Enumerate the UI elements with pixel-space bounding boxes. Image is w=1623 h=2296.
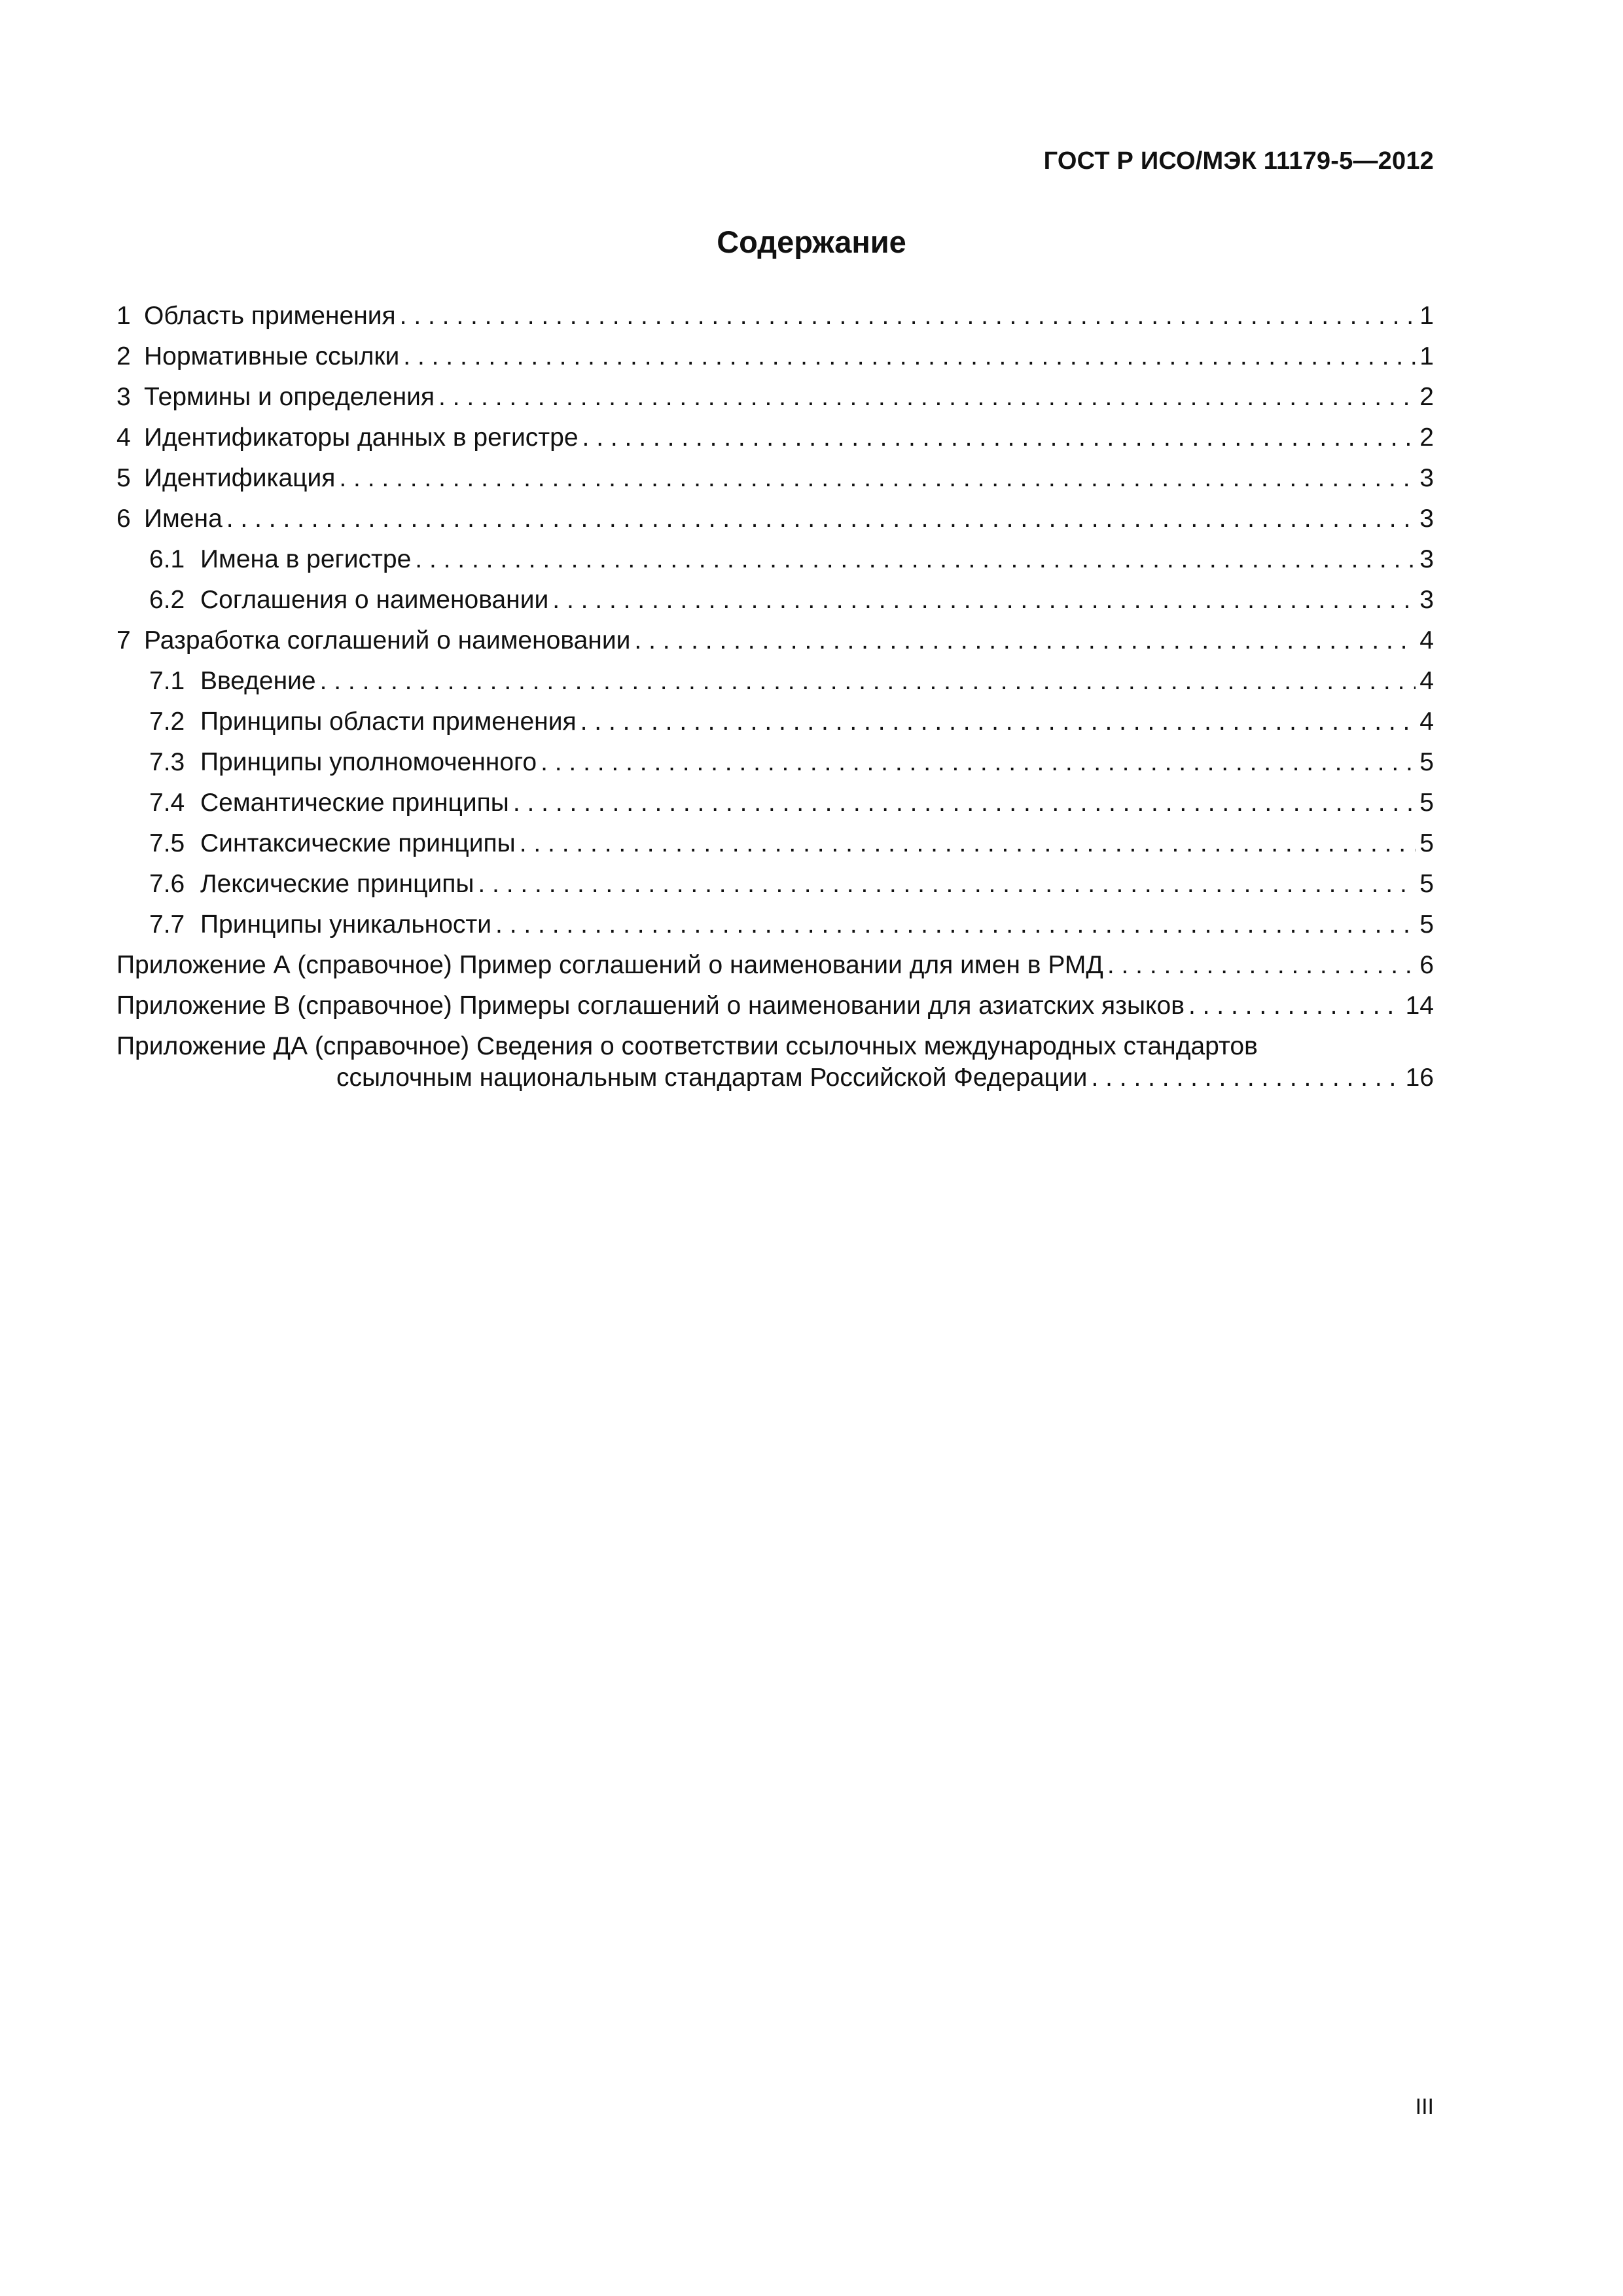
toc-entry-number: 7.5: [149, 829, 185, 857]
toc-entry[interactable]: [116, 905, 1434, 945]
toc-entry-page: 1: [1419, 342, 1434, 370]
toc-entry-number: 6.2: [149, 586, 185, 614]
toc-entry-label: Лексические принципы: [200, 870, 474, 898]
toc-entry-page: 5: [1419, 910, 1434, 939]
toc-entry-label: Идентификация: [144, 464, 336, 492]
toc-entry-page: 5: [1419, 829, 1434, 857]
dot-leader: [513, 783, 1416, 823]
toc-entry-label: Семантические принципы: [200, 789, 509, 817]
toc-entry[interactable]: [116, 986, 1434, 1026]
page-number: III: [1415, 2094, 1434, 2119]
toc-entry-page: 1: [1419, 302, 1434, 330]
dot-leader: [226, 499, 1416, 539]
toc-entry[interactable]: [116, 945, 1434, 986]
toc-entry-label: Идентификаторы данных в регистре: [144, 423, 579, 452]
toc-entry-page: 4: [1419, 708, 1434, 736]
toc-entry-number: 3: [116, 383, 131, 411]
dot-leader: [634, 620, 1416, 661]
toc-entry-page: 14: [1405, 992, 1434, 1020]
dot-leader: [520, 823, 1416, 864]
toc-entry-label-continued: ссылочным национальным стандартам Российской Федерации: [336, 1064, 1088, 1092]
toc-entry-number: 5: [116, 464, 131, 492]
toc-entry-page: 5: [1419, 789, 1434, 817]
toc-entry-label: Разработка соглашений о наименовании: [144, 626, 631, 655]
toc-entry[interactable]: [116, 418, 1434, 458]
toc-entry-label: Соглашения о наименовании: [200, 586, 549, 614]
dot-leader: [1188, 986, 1402, 1026]
toc-entry-label: Термины и определения: [144, 383, 435, 411]
dot-leader: [580, 702, 1416, 742]
dot-leader: [582, 418, 1416, 458]
toc-entry-label: Принципы области применения: [200, 708, 577, 736]
toc-entry-page: 4: [1419, 667, 1434, 695]
dot-leader: [478, 864, 1416, 905]
toc-entry-number: 7.6: [149, 870, 185, 898]
toc-entry[interactable]: [116, 783, 1434, 823]
table-of-contents: [116, 296, 1434, 1094]
toc-entry-page: 5: [1419, 870, 1434, 898]
toc-entry-number: 4: [116, 423, 131, 452]
toc-entry-label: Нормативные ссылки: [144, 342, 400, 370]
page-title: Содержание: [717, 224, 906, 259]
toc-entry-label: Принципы уполномоченного: [200, 748, 537, 776]
toc-entry-number: 7.2: [149, 708, 185, 736]
toc-entry-number: 2: [116, 342, 131, 370]
dot-leader: [339, 458, 1416, 499]
toc-entry[interactable]: [116, 499, 1434, 539]
toc-entry-page: 16: [1405, 1064, 1434, 1092]
toc-entry-page: 6: [1419, 951, 1434, 979]
toc-entry-page: 3: [1419, 505, 1434, 533]
toc-entry-label: Приложение ДА (справочное) Сведения о соответствии ссылочных международных стандартов: [116, 1032, 1258, 1060]
toc-entry[interactable]: [116, 702, 1434, 742]
dot-leader: [1091, 1062, 1401, 1094]
toc-entry-page: 2: [1419, 383, 1434, 411]
toc-entry-page: 2: [1419, 423, 1434, 452]
dot-leader: [400, 296, 1416, 336]
toc-entry[interactable]: [116, 864, 1434, 905]
toc-entry-label: Имена в регистре: [200, 545, 412, 573]
toc-entry-label: Приложение В (справочное) Примеры соглашений о наименовании для азиатских языков: [116, 992, 1185, 1020]
toc-entry[interactable]: [116, 336, 1434, 377]
toc-entry-label: Синтаксические принципы: [200, 829, 516, 857]
toc-entry-number: 7: [116, 626, 131, 655]
toc-entry-label: Принципы уникальности: [200, 910, 492, 939]
toc-entry-number: 6.1: [149, 545, 185, 573]
toc-entry[interactable]: [116, 742, 1434, 783]
toc-entry[interactable]: [116, 620, 1434, 661]
dot-leader: [495, 905, 1416, 945]
toc-entry-label: Приложение А (справочное) Пример соглашений о наименовании для имен в РМД: [116, 951, 1103, 979]
toc-entry[interactable]: [116, 296, 1434, 336]
dot-leader: [552, 580, 1416, 620]
dot-leader: [403, 336, 1416, 377]
toc-entry-page: 3: [1419, 545, 1434, 573]
toc-entry-page: 3: [1419, 464, 1434, 492]
toc-entry[interactable]: [116, 661, 1434, 702]
toc-entry-number: 7.3: [149, 748, 185, 776]
toc-entry-label: Область применения: [144, 302, 396, 330]
toc-entry-number: 7.1: [149, 667, 185, 695]
toc-entry[interactable]: [116, 539, 1434, 580]
dot-leader: [1107, 945, 1416, 986]
toc-entry[interactable]: [116, 458, 1434, 499]
toc-entry-page: 5: [1419, 748, 1434, 776]
toc-entry-appendix-da[interactable]: [116, 1031, 1434, 1094]
dot-leader: [415, 539, 1416, 580]
dot-leader: [541, 742, 1416, 783]
toc-entry[interactable]: [116, 580, 1434, 620]
document-id: ГОСТ Р ИСО/МЭК 11179-5—2012: [1043, 147, 1434, 175]
toc-entry-page: 3: [1419, 586, 1434, 614]
toc-entry-number: 1: [116, 302, 131, 330]
toc-entry[interactable]: [116, 823, 1434, 864]
toc-entry-label: Введение: [200, 667, 316, 695]
dot-leader: [438, 377, 1416, 418]
toc-entry-label: Имена: [144, 505, 223, 533]
dot-leader: [320, 661, 1416, 702]
toc-entry-number: 6: [116, 505, 131, 533]
toc-entry-number: 7.4: [149, 789, 185, 817]
toc-entry-number: 7.7: [149, 910, 185, 939]
toc-entry[interactable]: [116, 377, 1434, 418]
toc-entry-page: 4: [1419, 626, 1434, 655]
